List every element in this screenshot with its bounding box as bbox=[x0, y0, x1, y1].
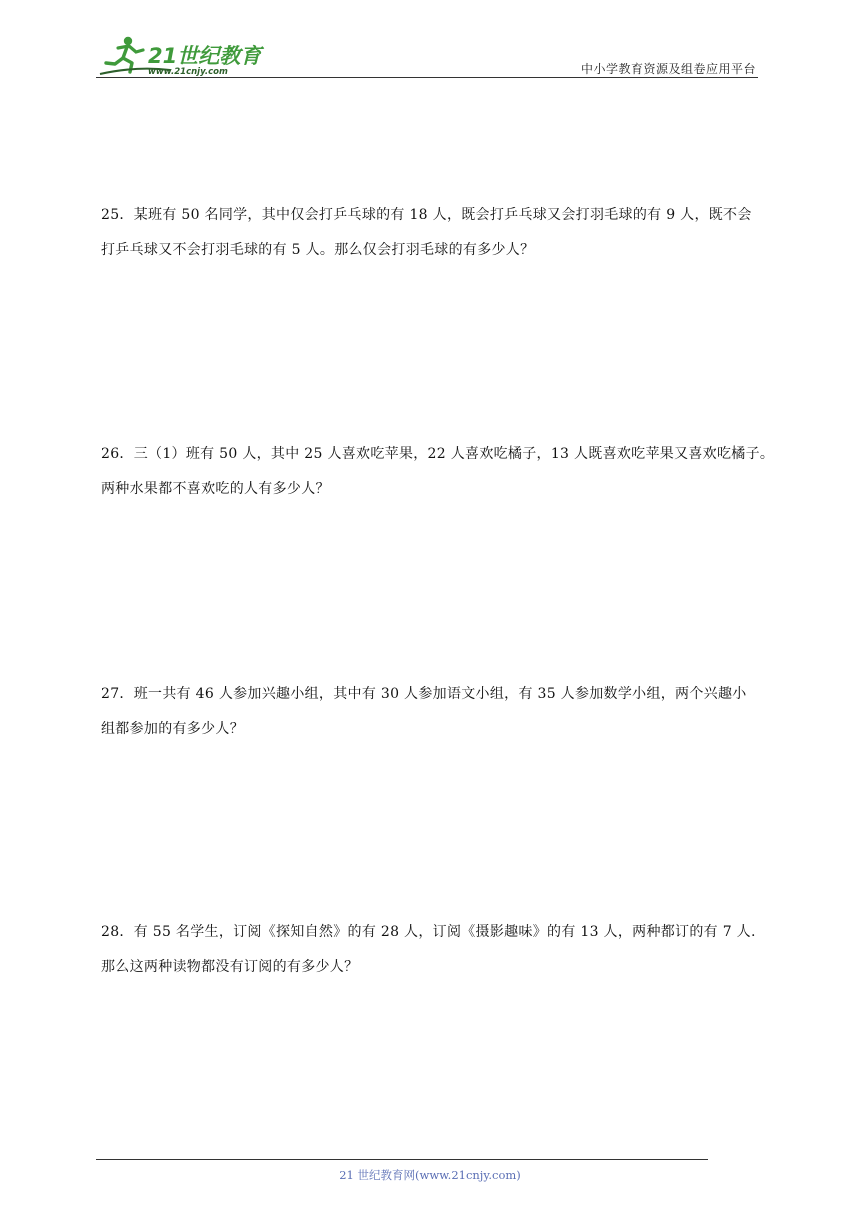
footer-link[interactable]: 21 世纪教育网(www.21cnjy.com) bbox=[339, 1168, 521, 1182]
question-line: 两种水果都不喜欢吃的人有多少人？ bbox=[101, 481, 330, 497]
question-25 bbox=[101, 198, 765, 268]
question-line: 26．三（1）班有 50 人，其中 25 人喜欢吃苹果，22 人喜欢吃橘子，13 人既喜欢吃苹果又喜欢吃橘子。 bbox=[101, 446, 775, 462]
question-line: 打乒乓球又不会打羽毛球的有 5 人。那么仅会打羽毛球的有多少人？ bbox=[101, 242, 535, 258]
question-line: 组都参加的有多少人？ bbox=[101, 721, 244, 737]
logo-text: 21世纪教育 bbox=[148, 44, 262, 68]
footer-divider bbox=[96, 1159, 708, 1160]
question-line: 25．某班有 50 名同学，其中仅会打乒乓球的有 18 人，既会打乒乓球又会打羽毛球的有 9 人，既不会 bbox=[101, 207, 752, 223]
question-27 bbox=[101, 677, 765, 747]
question-26 bbox=[101, 437, 775, 507]
question-28 bbox=[101, 915, 765, 985]
site-logo[interactable] bbox=[96, 30, 266, 78]
question-line: 27．班一共有 46 人参加兴趣小组，其中有 30 人参加语文小组，有 35 人参加数学小组，两个兴趣小 bbox=[101, 686, 747, 702]
runner-logo-icon bbox=[96, 30, 266, 78]
platform-title: 中小学教育资源及组卷应用平台 bbox=[580, 62, 756, 76]
question-line: 那么这两种读物都没有订阅的有多少人？ bbox=[101, 959, 359, 975]
logo-url-text: www.21cnjy.com bbox=[148, 67, 228, 77]
header-divider bbox=[96, 77, 758, 78]
question-line: 28．有 55 名学生，订阅《探知自然》的有 28 人，订阅《摄影趣味》的有 13 人，两种都订的有 7 人. bbox=[101, 924, 756, 940]
page-header bbox=[96, 30, 758, 80]
